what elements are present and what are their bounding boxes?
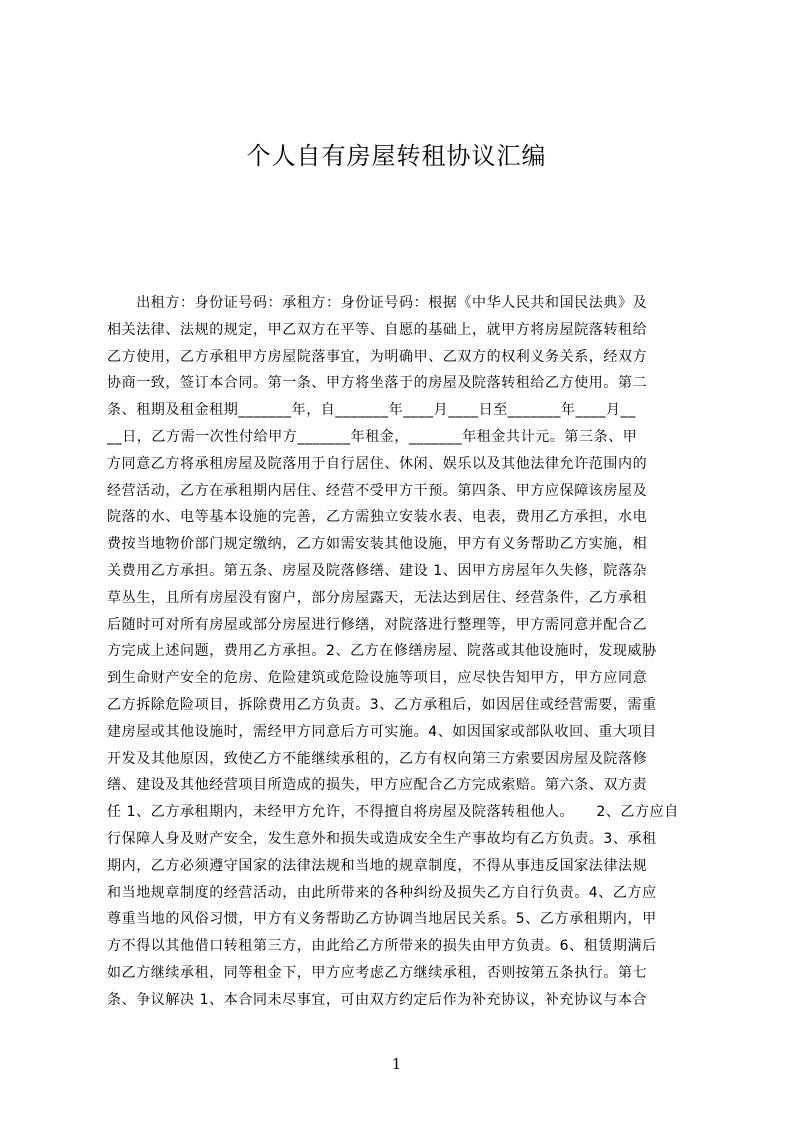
body-line: 尊重当地的风俗习惯，甲方有义务帮助乙方协调当地居民关系。5、乙方承租期内，甲	[107, 911, 657, 928]
body-line: 条、租期及租金租期_______年，自_______年____月____日至_______年____月__	[107, 402, 636, 419]
body-line: 草丛生，且所有房屋没有窗户，部分房屋露天，无法达到居住、经营条件，乙方承租	[107, 589, 648, 606]
body-line: 开发及其他原因，致使乙方不能继续承租的，乙方有权向第三方索要因房屋及院落修	[107, 750, 648, 767]
body-line: 相关法律、法规的规定，甲乙双方在平等、自愿的基础上，就甲方将房屋院落转租给	[107, 321, 648, 338]
body-line: 费按当地物价部门规定缴纳，乙方如需安装其他设施，甲方有义务帮助乙方实施，相	[107, 536, 648, 553]
body-line: 行保障人身及财产安全，发生意外和损失或造成安全生产事故均有乙方负责。3、承租	[107, 830, 657, 847]
body-line: 到生命财产安全的危房、危险建筑或危险设施等项目，应尽快告知甲方，甲方应同意	[107, 670, 648, 687]
body-line: __日，乙方需一次性付给甲方_______年租金，_______年租金共计元。第三条、甲	[107, 428, 638, 445]
document-body	[107, 290, 698, 1014]
body-line: 乙方拆除危险项目，拆除费用乙方负责。3、乙方承租后，如因居住或经营需要，需重	[107, 696, 657, 713]
body-line: 关费用乙方承担。第五条、房屋及院落修缮、建设 1、因甲方房屋年久失修，院落杂	[107, 562, 648, 579]
body-line: 期内，乙方必须遵守国家的法律法规和当地的规章制度，不得从事违反国家法律法规	[107, 857, 648, 874]
page-number: 1	[391, 1055, 402, 1073]
document-title: 个人自有房屋转租协议汇编	[246, 142, 547, 170]
body-line: 后随时可对所有房屋或部分房屋进行修缮，对院落进行整理等，甲方需同意并配合乙	[107, 616, 648, 633]
body-line: 出租方：身份证号码：承租方：身份证号码：根据《中华人民共和国民法典》及	[107, 295, 648, 311]
body-line: 如乙方继续承租，同等租金下，甲方应考虑乙方继续承租，否则按第五条执行。第七	[107, 964, 648, 981]
body-line: 方完成上述问题，费用乙方承担。2、乙方在修缮房屋、院落或其他设施时，发现威胁	[107, 643, 657, 660]
body-line: 条、争议解决 1、本合同未尽事宜，可由双方约定后作为补充协议，补充协议与本合	[107, 991, 648, 1008]
body-line: 和当地规章制度的经营活动，由此所带来的各种纠纷及损失乙方自行负责。4、乙方应	[107, 884, 657, 901]
body-line: 院落的水、电等基本设施的完善，乙方需独立安装水表、电表，费用乙方承担，水电	[107, 509, 648, 526]
body-line: 乙方使用，乙方承租甲方房屋院落事宜，为明确甲、乙双方的权利义务关系，经双方	[107, 348, 648, 365]
body-line: 经营活动，乙方在承租期内居住、经营不受甲方干预。第四条、甲方应保障该房屋及	[107, 482, 648, 499]
body-line: 缮、建设及其他经营项目所造成的损失，甲方应配合乙方完成索赔。第六条、双方责	[107, 777, 648, 794]
body-line: 建房屋或其他设施时，需经甲方同意后方可实施。4、如因国家或部队收回、重大项目	[107, 723, 657, 740]
body-line: 任 1、乙方承租期内，未经甲方允许，不得擅自将房屋及院落转租他人。 2、乙方应自	[107, 804, 679, 821]
body-line: 协商一致，签订本合同。第一条、甲方将坐落于的房屋及院落转租给乙方使用。第二	[107, 375, 648, 392]
body-line: 方不得以其他借口转租第三方，由此给乙方所带来的损失由甲方负责。6、租赁期满后	[107, 938, 657, 955]
body-line: 方同意乙方将承租房屋及院落用于自行居住、休闲、娱乐以及其他法律允许范围内的	[107, 455, 648, 472]
